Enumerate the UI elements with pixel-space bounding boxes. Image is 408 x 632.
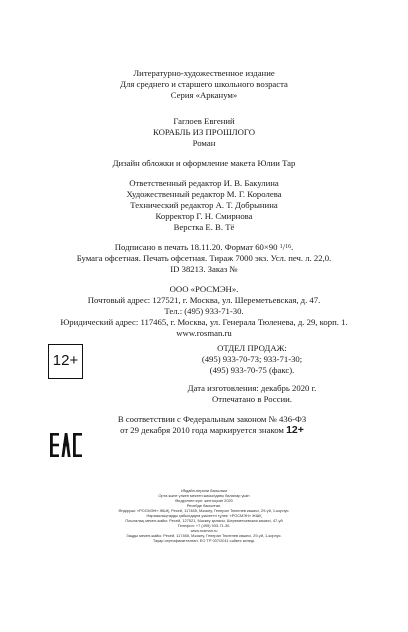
kz-line-4: Ресейде басылған. — [186, 503, 222, 508]
format-fraction-num: 1 — [279, 244, 283, 250]
print-order: ID 38213. Заказ № — [170, 264, 238, 274]
print-signed: Подписано в печать 18.11.20. Формат 60×90 $^1$/16. — [114, 242, 294, 252]
kz-line-10: Заңды мекен-жайы: Ресей, 117465, Мәскеу, Генерал Тюленев көшесі, 29-үй, 1-корпус. — [126, 533, 282, 538]
age-audience: Для среднего и старшего школьного возраста — [120, 79, 288, 89]
kz-line-6: Наразылықтарды қабылдауға уәкілетті тұлға: «РОСМЭН» ЖШҚ — [146, 513, 262, 518]
sales-heading: ОТДЕЛ ПРОДАЖ: — [217, 343, 287, 353]
book-genre: Роман — [192, 138, 216, 148]
publisher-phone: Тел.: (495) 933-71-30. — [164, 306, 244, 316]
law-age-mark: 12+ — [286, 424, 304, 436]
kz-line-11: Тауар сертификатталған. ЕО ТР 007/2011 сәйкес келеді. — [152, 538, 256, 543]
law-marking-text: от 29 декабря 2010 года маркируется знаком — [120, 425, 284, 435]
publisher-site: www.rosman.ru — [176, 328, 232, 338]
publisher-name: ООО «РОСМЭН». — [169, 284, 239, 294]
kz-line-3: Өндірілген күні: желтоқсан 2020 — [175, 498, 233, 503]
kz-line-5: Өндіруші: «РОСМЭН» ЖШҚ, Ресей, 117465, Мәскеу, Генерал Тюленев көшесі, 29-үй, 1-корпус. — [118, 508, 290, 513]
age-rating-badge: 12+ — [48, 344, 83, 379]
publisher-legal: Юридический адрес: 117465, г. Москва, ул. Генерала Тюленева, д. 29, корп. 1. — [60, 317, 348, 327]
publisher-postal: Почтовый адрес: 127521, г. Москва, ул. Шереметьевская, д. 47. — [87, 295, 321, 305]
staff-proofreader: Корректор Г. Н. Смирнова — [155, 211, 253, 221]
print-paper: Бумага офсетная. Печать офсетная. Тираж 7000 экз. Усл. печ. л. 22,0. — [76, 253, 332, 263]
sales-fax: (495) 933-70-75 (факс). — [209, 365, 295, 375]
kz-line-7: Пошталық мекен-жайы: Ресей, 127521, Мәскеу қаласы, Шереметьевская көшесі, 47-үй — [125, 518, 283, 523]
manufacture-date: Дата изготовления: декабрь 2020 г. — [187, 383, 317, 393]
series-name: Серия «Арканум» — [170, 90, 238, 100]
design-credit: Дизайн обложки и оформление макета Юлии Тар — [112, 158, 296, 168]
format-fraction-den: 16 — [285, 244, 292, 250]
book-title: КОРАБЛЬ ИЗ ПРОШЛОГО — [153, 127, 255, 137]
kz-line-8: Телефон: +7 (495) 933-71-30. — [177, 523, 231, 528]
author-name: Гаглоев Евгений — [173, 116, 235, 126]
kz-line-9: www.rosman.ru — [190, 528, 218, 533]
law-statement: В соответствии с Федеральным законом № 436-ФЗ — [117, 414, 307, 424]
printed-in: Отпечатано в России. — [212, 394, 292, 404]
edition-type: Литературно-художественное издание — [133, 68, 275, 78]
kz-line-1: Ићдайн-нерили басылым — [181, 488, 227, 493]
print-signed-text: Подписано в печать 18.11.20. Формат 60×90 — [114, 242, 278, 252]
print-signed-end: . — [291, 242, 294, 252]
sales-phones: (495) 933-70-73; 933-71-30; — [201, 354, 303, 364]
staff-editor: Ответственный редактор И. В. Бакулина — [129, 178, 279, 188]
staff-layout: Верстка Е. В. Тё — [173, 222, 235, 232]
eac-conformity-logo — [50, 433, 82, 462]
kz-line-2: Орта және үлкен мектеп жасындағы балалар үшін — [158, 493, 250, 498]
staff-tech-editor: Технический редактор А. Т. Добрынина — [130, 200, 278, 210]
staff-art-editor: Художественный редактор М. Г. Королева — [126, 189, 282, 199]
